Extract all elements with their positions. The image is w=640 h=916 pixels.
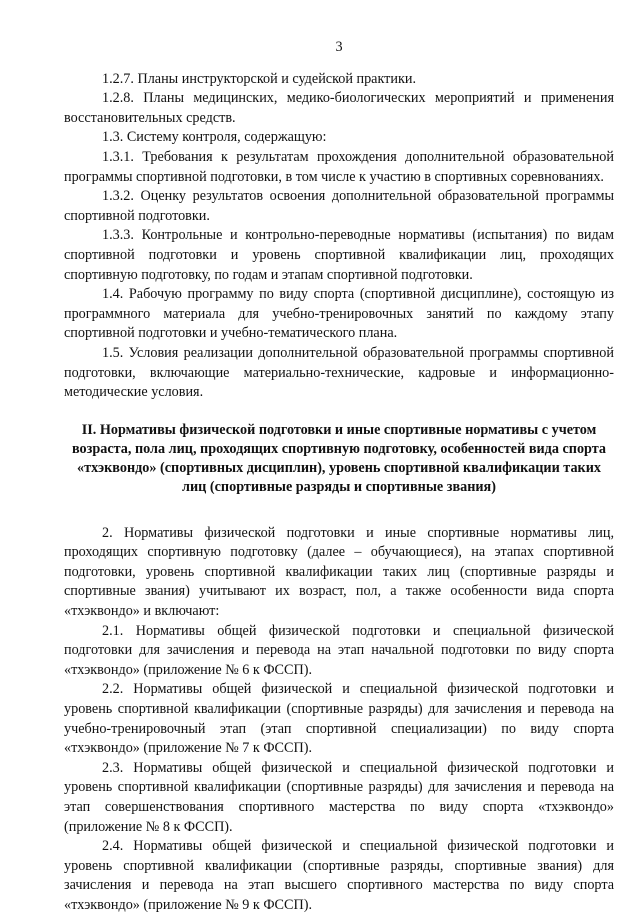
paragraph-1-3-3: 1.3.3. Контрольные и контрольно-переводные нормативы (испытания) по видам спортивной подготовки и уровень спортивной квалификации лиц, проходящих спортивную подготовку, по годам и этапам спортивной подготовки. xyxy=(64,227,614,283)
paragraph-1-3-1: 1.3.1. Требования к результатам прохождения дополнительной образовательной программы спортивной подготовки, в том числе к участию в спортивных соревнованиях. xyxy=(64,148,614,185)
paragraph-1-4: 1.4. Рабочую программу по виду спорта (спортивной дисциплине), состоящую из программного материала для учебно-тренировочных занятий по каждому этапу спортивной подготовки и учебно-тематического плана. xyxy=(64,286,614,342)
paragraph-1-2-8: 1.2.8. Планы медицинских, медико-биологических мероприятий и применения восстановительных средств. xyxy=(64,90,614,126)
paragraph-2-4: 2.4. Нормативы общей физической и специальной физической подготовки и уровень спортивной квалификации (спортивные разряды, спортивные звания) для зачисления и перевода на этап высшего спортивного мастерства по виду спорта «тхэквондо» (приложение № 9 к ФССП). xyxy=(64,838,614,913)
page-number: 3 xyxy=(335,39,343,55)
paragraph-1-3-2: 1.3.2. Оценку результатов освоения дополнительной образовательной программы спортивной подготовки. xyxy=(64,188,614,224)
document-page xyxy=(64,38,614,916)
paragraph-1-3: 1.3. Систему контроля, содержащую: xyxy=(102,129,327,146)
paragraph-1-2-7: 1.2.7. Планы инструкторской и судейской практики. xyxy=(102,70,416,87)
section-heading: II. Нормативы физической подготовки и иные спортивные нормативы с учетом возраста, пола лиц, проходящих спортивную подготовку, особенностей вида спорта «тхэквондо» (спортивных дисциплин), уровень спортивной квалификации таких лиц (спортивные разряды и спортивные звания) xyxy=(71,421,606,495)
paragraph-2-1: 2.1. Нормативы общей физической подготовки и специальной физической подготовки для зачисления и перевода на этап начальной подготовки по виду спорта «тхэквондо» (приложение № 6 к ФССП). xyxy=(64,622,614,678)
paragraph-2-2: 2.2. Нормативы общей физической и специальной физической подготовки и уровень спортивной квалификации (спортивные разряды) для зачисления и перевода на учебно-тренировочный этап (этап спортивной специализации) по виду спорта «тхэквондо» (приложение № 7 к ФССП). xyxy=(64,681,614,757)
paragraph-2: 2. Нормативы физической подготовки и иные спортивные нормативы лиц, проходящих спортивную подготовку (далее – обучающиеся), на этапах спортивной подготовки, уровень спортивной квалификации таких лиц (спортивные разряды и спортивные звания) учитывают их возраст, пол, а также особенности вида спорта «тхэквондо» и включают: xyxy=(64,524,614,620)
paragraph-2-3: 2.3. Нормативы общей физической и специальной физической подготовки и уровень спортивной квалификации (спортивные разряды) для зачисления и перевода на этап совершенствования спортивного мастерства по виду спорта «тхэквондо» (приложение № 8 к ФССП). xyxy=(64,759,614,835)
paragraph-1-5: 1.5. Условия реализации дополнительной образовательной программы спортивной подготовки, включающие материально-технические, кадровые и информационно-методические условия. xyxy=(64,344,614,401)
